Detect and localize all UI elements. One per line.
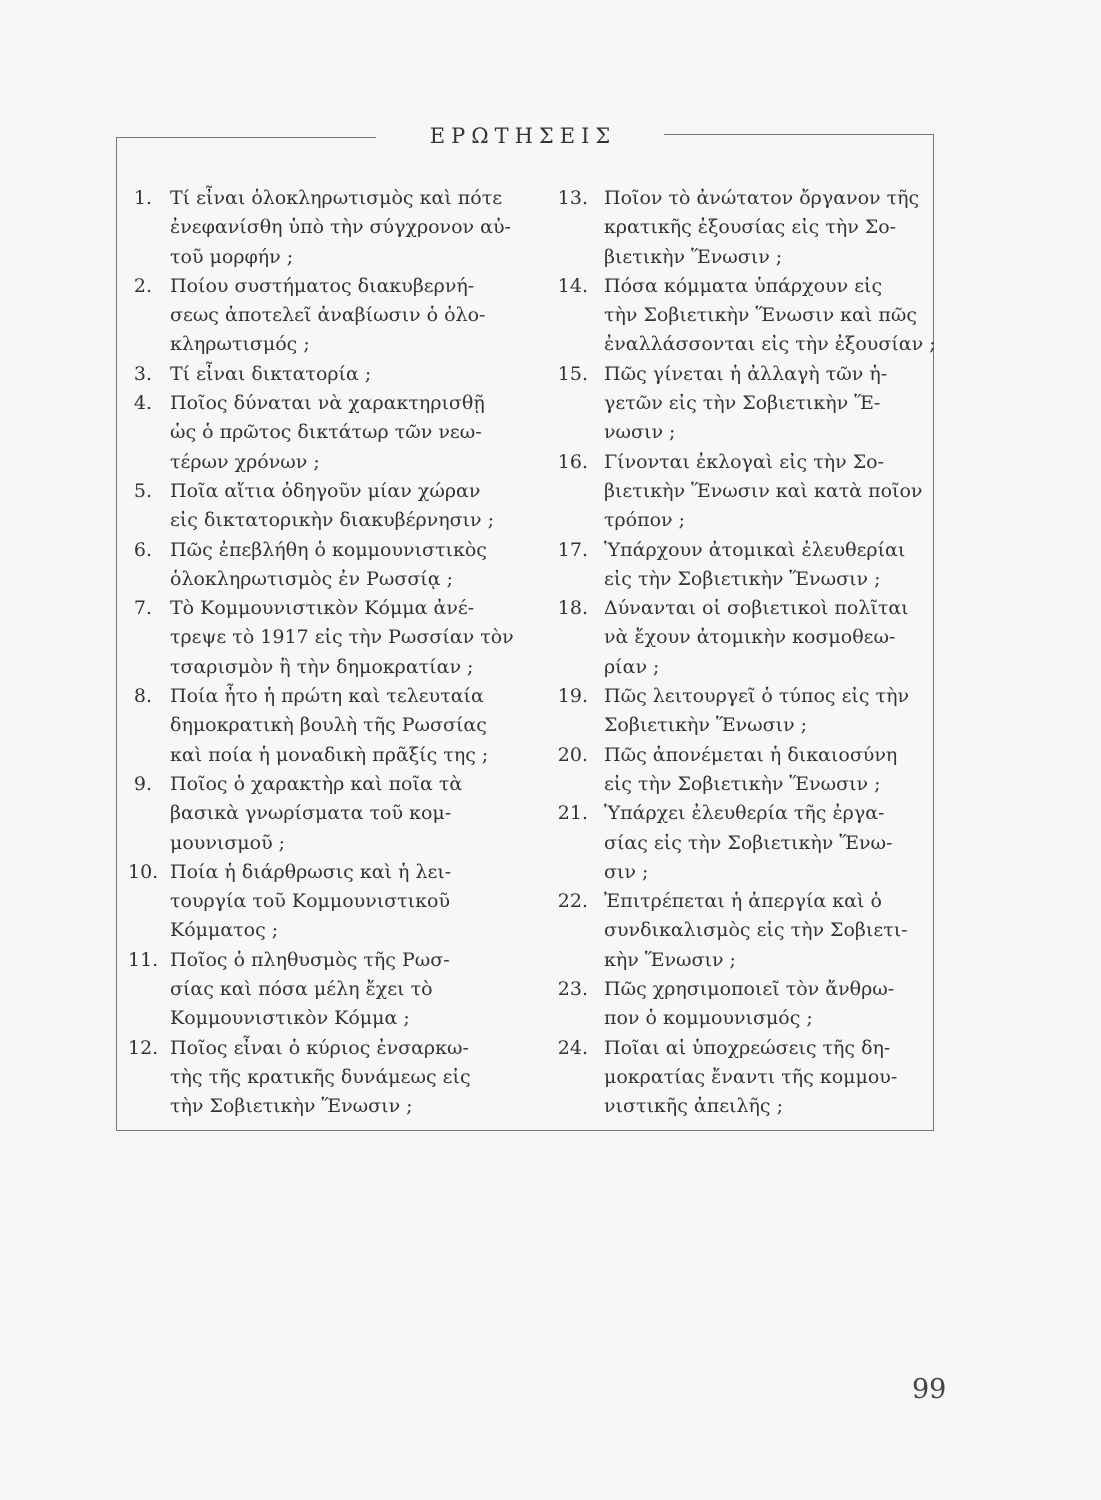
question-item (556, 682, 936, 741)
question-item (128, 184, 511, 272)
question-text-line: βιετικὴν Ἕνωσιν ; (604, 245, 783, 268)
question-text-line: σίας καὶ πόσα μέλη ἔχει τὸ (170, 978, 433, 1001)
question-item (128, 770, 498, 858)
frame-top-right-rule (664, 134, 934, 135)
question-text-line: Κομμουνιστικὸν Κόμμα ; (170, 1007, 410, 1030)
questions-column-left (128, 184, 514, 1122)
question-text-line: νιστικῆς ἀπειλῆς ; (604, 1095, 783, 1118)
question-text-line: βιετικὴν Ἕνωσιν καὶ κατὰ ποῖον (604, 479, 923, 502)
question-text-line: τὴν Σοβιετικὴν Ἕνωσιν καὶ πῶς (604, 304, 917, 327)
question-text-line: τρόπον ; (604, 509, 686, 532)
question-item (128, 946, 498, 1034)
question-item (556, 536, 936, 595)
page-title: ΕΡΩΤΗΣΕΙΣ (429, 124, 617, 148)
question-number: 2. (133, 274, 152, 297)
frame-left-rule (116, 137, 117, 1130)
question-text-line: Ποῖον τὸ ἀνώτατον ὄργανον τῆς (604, 187, 920, 209)
question-text-line: ὁλοκληρωτισμὸς ἐν Ρωσσίᾳ ; (170, 567, 454, 590)
question-text-line: σεως ἀποτελεῖ ἀναβίωσιν ὁ ὁλο- (170, 304, 486, 327)
question-text-line: κὴν Ἕνωσιν ; (604, 948, 736, 971)
question-text-line: τέρων χρόνων ; (170, 450, 320, 473)
question-text-line: Ποῖος ὁ πληθυσμὸς τῆς Ρωσ- (170, 948, 450, 971)
page-number: 99 (912, 1374, 947, 1405)
question-text-line: τσαρισμὸν ἢ τὴν δημοκρατίαν ; (170, 655, 474, 678)
question-number: 21. (557, 802, 588, 825)
question-number: 18. (557, 597, 588, 620)
question-text-line: εἰς τὴν Σοβιετικὴν Ἕνωσιν ; (604, 772, 881, 795)
question-number: 5. (133, 479, 152, 502)
question-item (556, 448, 936, 536)
question-item (556, 741, 936, 800)
question-number: 23. (557, 978, 588, 1001)
question-text-line: Τί εἶναι δικτατορία ; (170, 362, 372, 385)
question-number: 17. (557, 538, 588, 561)
question-number: 1. (133, 187, 152, 209)
question-text-line: Ποῖαι αἱ ὑποχρεώσεις τῆς δη- (604, 1036, 891, 1059)
question-text-line: Ποῖος δύναται νὰ χαρακτηρισθῇ (170, 392, 485, 415)
question-text-line: μοκρατίας ἔναντι τῆς κομμου- (604, 1065, 898, 1088)
question-number: 7. (133, 597, 152, 620)
question-text-line: ἐναλλάσσονται εἰς τὴν ἐξουσίαν ; (604, 333, 936, 356)
question-item (128, 858, 498, 946)
question-item (556, 272, 936, 360)
question-text-line: καὶ ποία ἡ μοναδικὴ πρᾶξίς της ; (170, 743, 489, 766)
question-text-line: Σοβιετικὴν Ἕνωσιν ; (604, 714, 808, 737)
question-item (556, 975, 936, 1034)
question-text-line: μουνισμοῦ ; (170, 831, 286, 854)
question-text-line: πον ὁ κομμουνισμός ; (604, 1007, 813, 1030)
question-item (556, 887, 936, 975)
question-item (128, 536, 498, 595)
question-text-line: τοῦ μορφήν ; (170, 245, 294, 268)
question-item (556, 799, 936, 887)
question-number: 15. (557, 362, 588, 385)
question-item (128, 1034, 498, 1122)
question-number: 11. (128, 948, 159, 971)
question-text-line: γετῶν εἰς τὴν Σοβιετικὴν Ἕ- (604, 392, 881, 415)
question-text-line: Ποία ἡ διάρθρωσις καὶ ἡ λει- (170, 860, 452, 883)
question-text-line: ὡς ὁ πρῶτος δικτάτωρ τῶν νεω- (170, 421, 482, 444)
question-text-line: τὴν Σοβιετικὴν Ἕνωσιν ; (170, 1095, 413, 1118)
question-text-line: Ποία ἦτο ἡ πρώτη καὶ τελευταία (170, 685, 484, 708)
question-text-line: Γίνονται ἐκλογαὶ εἰς τὴν Σο- (604, 450, 884, 473)
question-text-line: κληρωτισμός ; (170, 333, 310, 356)
question-text-line: Ποῖος εἶναι ὁ κύριος ἐνσαρκω- (170, 1036, 469, 1059)
question-text-line: Κόμματος ; (170, 919, 279, 942)
question-number: 22. (557, 890, 588, 913)
question-number: 19. (557, 685, 588, 708)
question-text-line: σιν ; (604, 860, 649, 883)
question-number: 24. (557, 1036, 588, 1059)
question-text-line: Ὑπάρχει ἐλευθερία τῆς ἐργα- (604, 802, 885, 825)
question-text-line: Ποίου συστήματος διακυβερνή- (170, 274, 475, 297)
question-text-line: σίας εἰς τὴν Σοβιετικὴν Ἕνω- (604, 831, 893, 854)
question-text-line: Τὸ Κομμουνιστικὸν Κόμμα ἀνέ- (170, 597, 475, 620)
question-text-line: εἰς δικτατορικὴν διακυβέρνησιν ; (170, 509, 494, 532)
question-number: 14. (557, 274, 588, 297)
question-text-line: Ποῖα αἴτια ὁδηγοῦν μίαν χώραν (170, 479, 481, 502)
question-number: 8. (133, 685, 152, 708)
question-text-line: τρεψε τὸ 1917 εἰς τὴν Ρωσσίαν τὸν (170, 626, 514, 649)
question-item (128, 272, 498, 360)
question-text-line: Τί εἶναι ὁλοκληρωτισμὸς καὶ πότε (170, 187, 503, 209)
question-text-line: ρίαν ; (604, 655, 660, 678)
question-text-line: δημοκρατικὴ βουλὴ τῆς Ρωσσίας (170, 714, 487, 737)
question-text-line: εἰς τὴν Σοβιετικὴν Ἕνωσιν ; (604, 567, 881, 590)
question-text-line: τουργία τοῦ Κομμουνιστικοῦ (170, 890, 450, 913)
question-text-line: Δύνανται οἱ σοβιετικοὶ πολῖται (604, 597, 909, 620)
question-item (128, 360, 498, 389)
question-number: 10. (128, 860, 159, 883)
question-item (128, 477, 498, 536)
question-text-line: Ὑπάρχουν ἀτομικαὶ ἐλευθερίαι (604, 538, 906, 561)
question-text-line: Πῶς χρησιμοποιεῖ τὸν ἄνθρω- (604, 978, 895, 1001)
question-text-line: νωσιν ; (604, 421, 676, 444)
question-number: 20. (557, 743, 588, 766)
question-text-line: Πῶς λειτουργεῖ ὁ τύπος εἰς τὴν (604, 685, 910, 708)
question-text-line: συνδικαλισμὸς εἰς τὴν Σοβιετι- (604, 919, 908, 942)
question-number: 3. (133, 362, 152, 385)
question-number: 6. (133, 538, 152, 561)
frame-top-left-rule (116, 137, 376, 138)
question-text-line: ἐνεφανίσθη ὑπὸ τὴν σύγχρονον αὐ- (170, 216, 511, 239)
question-number: 16. (557, 450, 588, 473)
question-number: 4. (133, 392, 152, 415)
question-number: 12. (128, 1036, 159, 1059)
question-item (556, 360, 936, 448)
question-number: 9. (133, 772, 152, 795)
question-text-line: Πόσα κόμματα ὑπάρχουν εἰς (604, 274, 883, 297)
question-item (128, 682, 498, 770)
questions-column-right (556, 184, 936, 1122)
question-text-line: τὴς τῆς κρατικῆς δυνάμεως εἰς (170, 1065, 471, 1088)
question-item (556, 594, 936, 682)
question-item (556, 184, 936, 272)
question-text-line: κρατικῆς ἐξουσίας εἰς τὴν Σο- (604, 216, 897, 239)
question-item (128, 389, 498, 477)
question-text-line: Ἐπιτρέπεται ἡ ἀπεργία καὶ ὁ (604, 890, 882, 913)
question-text-line: βασικὰ γνωρίσματα τοῦ κομ- (170, 802, 452, 825)
question-item (128, 594, 514, 682)
question-text-line: Ποῖος ὁ χαρακτὴρ καὶ ποῖα τὰ (170, 772, 463, 795)
question-number: 13. (557, 187, 588, 209)
question-text-line: Πῶς ἀπονέμεται ἡ δικαιοσύνη (604, 743, 898, 766)
frame-bottom-rule (116, 1130, 934, 1131)
question-item (556, 1034, 936, 1122)
question-text-line: Πῶς γίνεται ἡ ἀλλαγὴ τῶν ἡ- (604, 362, 888, 385)
question-text-line: νὰ ἔχουν ἀτομικὴν κοσμοθεω- (604, 626, 896, 649)
question-text-line: Πῶς ἐπεβλήθη ὁ κομμουνιστικὸς (170, 538, 487, 561)
